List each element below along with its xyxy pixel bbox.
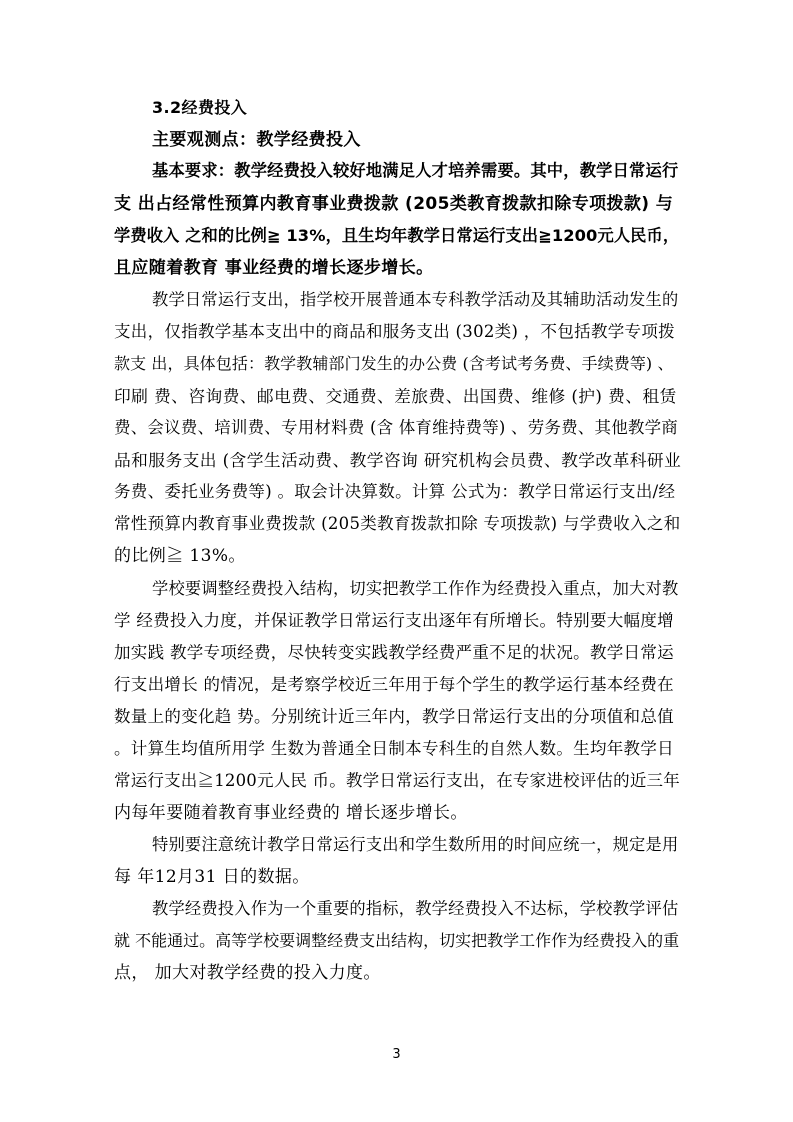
paragraph-line: 学 经费投入力度，并保证教学日常运行支出逐年有所增长。特别要大幅度增 [114,611,674,630]
paragraph-line: 。计算生均值所用学 生数为普通全日制本专科生的自然人数。生均年教学日 [114,739,674,758]
paragraph-line: 印刷 费、咨询费、邮电费、交通费、差旅费、出国费、维修 (护) 费、租赁 [114,386,677,406]
section-heading: 3.2经费投入 [152,98,248,117]
paragraph-line: 学校要调整经费投入结构，切实把教学工作作为经费投入重点，加大对教 [152,579,679,598]
paragraph-line: 常性预算内教育事业费拨款 (205类教育拨款扣除 专项拨款) 与学费收入之和 [114,514,681,533]
paragraph-line: 款支 出，具体包括：教学教辅部门发生的办公费 (含考试考务费、手续费等) 、 [114,354,674,373]
paragraph-line: 内每年要随着教育事业经费的 增长逐步增长。 [114,803,468,823]
paragraph-line: 每 年12月31 日的数据。 [114,867,310,887]
requirement-line: 基本要求：教学经费投入较好地满足人才培养需要。其中，教学日常运行 [152,161,679,180]
paragraph-line: 的比例≧ 13%。 [114,546,246,566]
paragraph-line: 教学日常运行支出，指学校开展普通本专科教学活动及其辅助活动发生的 [152,290,679,309]
requirement-line: 且应随着教育 事业经费的增长逐步增长。 [114,258,434,278]
observation-point: 主要观测点：教学经费投入 [152,130,361,150]
paragraph-line: 费、会议费、培训费、专用材料费 (含 体育维持费等) 、劳务费、其他教学商 [114,418,679,437]
page-number: 3 [392,1047,401,1062]
paragraph-line: 教学经费投入作为一个重要的指标，教学经费投入不达标，学校教学评估 [152,899,679,918]
paragraph-line: 就 不能通过。高等学校要调整经费支出结构，切实把教学工作作为经费投入的重 [114,931,680,950]
requirement-line: 支 出占经常性预算内教育事业费拨款 (205类教育拨款扣除专项拨款) 与 [114,194,674,214]
paragraph-line: 点， 加大对教学经费的投入力度。 [114,963,381,983]
paragraph-line: 数量上的变化趋 势。分别统计近三年内，教学日常运行支出的分项值和总值 [114,707,674,726]
paragraph-line: 品和服务支出 (含学生活动费、教学咨询 研究机构会员费、教学改革科研业 [114,450,682,470]
requirement-line: 学费收入 之和的比例≧ 13%，且生均年教学日常运行支出≧1200元人民币， [114,226,680,245]
paragraph-line: 加实践 教学专项经费，尽快转变实践教学经费严重不足的状况。教学日常运 [114,643,674,662]
paragraph-line: 行支出增长 的情况，是考察学校近三年用于每个学生的教学运行基本经费在 [114,675,674,694]
paragraph-line: 务费、委托业务费等) 。取会计决算数。计算 公式为：教学日常运行支出/经 [114,482,676,501]
paragraph-line: 常运行支出≧1200元人民 币。教学日常运行支出，在专家进校评估的近三年 [114,771,680,790]
paragraph-line: 支出，仅指教学基本支出中的商品和服务支出 (302类) ，不包括教学专项拨 [114,322,675,341]
paragraph-line: 特别要注意统计教学日常运行支出和学生数所用的时间应统一，规定是用 [152,835,679,854]
